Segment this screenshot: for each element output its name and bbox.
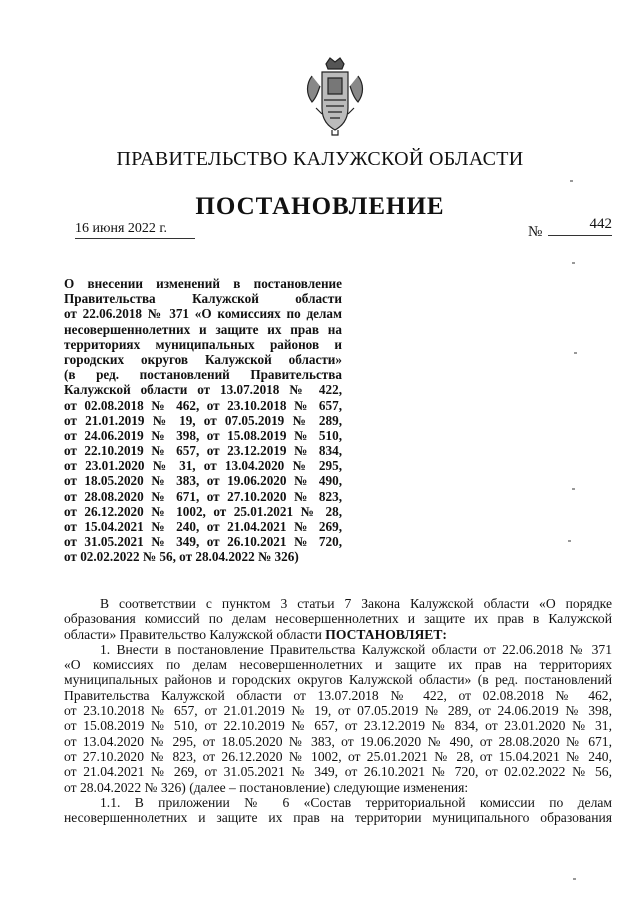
- coat-of-arms-icon: [302, 54, 368, 136]
- body-line: 1.1. В приложении № 6 «Состав территориальной комиссии по делам: [100, 794, 612, 810]
- title-line: от 22.10.2019 № 657, от 23.12.2019 № 834,: [64, 443, 342, 459]
- document-number: 442: [548, 216, 612, 236]
- body-text-run: области» Правительство Калужской области: [64, 626, 326, 642]
- title-line: от 26.12.2020 № 1002, от 25.01.2021 № 28,: [64, 503, 342, 519]
- title-line: от 18.05.2020 № 383, от 19.06.2020 № 490,: [64, 473, 342, 489]
- body-line: В соответствии с пунктом 3 статьи 7 Закона Калужской области «О порядке: [100, 596, 612, 611]
- body-line: 1. Внести в постановление Правительства Калужской области от 22.06.2018 № 371: [100, 641, 612, 657]
- title-line: от 02.08.2018 № 462, от 23.10.2018 № 657,: [64, 397, 342, 413]
- title-line: Калужской области от 13.07.2018 № 422,: [64, 382, 342, 398]
- title-line: от 21.01.2019 № 19, от 07.05.2019 № 289,: [64, 412, 342, 428]
- title-line: (в ред. постановлений Правительства: [64, 367, 342, 383]
- title-line: от 22.06.2018 № 371 «О комиссиях по делам: [64, 306, 342, 322]
- title-line: от 23.01.2020 № 31, от 13.04.2020 № 295,: [64, 458, 342, 474]
- body-line: несовершеннолетних и защите их прав на территории муниципального образования: [64, 810, 612, 826]
- title-line: от 31.05.2021 № 349, от 26.10.2021 № 720,: [64, 534, 342, 550]
- title-line: городских округов Калужской области»: [64, 351, 342, 367]
- scan-speck: [572, 488, 575, 490]
- title-line: несовершеннолетних и защите их прав на: [64, 321, 342, 337]
- title-line: О внесении изменений в постановление: [64, 276, 342, 291]
- body-line: от 15.08.2019 № 510, от 22.10.2019 № 657, от 23.12.2019 № 834, от 23.01.2020 № 31,: [64, 718, 612, 734]
- scan-speck: [573, 878, 576, 880]
- scan-speck: [574, 352, 577, 354]
- scan-speck: [572, 262, 575, 264]
- title-line: Правительства Калужской области: [64, 291, 342, 307]
- title-line: от 15.04.2021 № 240, от 21.04.2021 № 269,: [64, 519, 342, 534]
- resolution-body: [64, 596, 612, 825]
- title-line: от 28.08.2020 № 671, от 27.10.2020 № 823,: [64, 488, 342, 504]
- number-sign: №: [528, 224, 543, 240]
- title-line: от 24.06.2019 № 398, от 15.08.2019 № 510,: [64, 427, 342, 443]
- document-type: ПОСТАНОВЛЕНИЕ: [195, 193, 445, 220]
- body-line: образования комиссий по делам несовершеннолетних и защите их прав в Калужской: [64, 611, 612, 627]
- resolution-title: [64, 276, 342, 565]
- body-line: [64, 627, 612, 642]
- body-line: от 13.04.2020 № 295, от 18.05.2020 № 383, от 19.06.2020 № 490, от 28.08.2020 № 671,: [64, 733, 612, 749]
- decree-keyword: ПОСТАНОВЛЯЕТ:: [325, 626, 447, 642]
- body-line: «О комиссиях по делам несовершеннолетних и защите их прав на территориях: [64, 657, 612, 673]
- title-line: территориях муниципальных районов и: [64, 336, 342, 352]
- body-line: муниципальных районов и городских округов Калужской области» (в ред. постановлений: [64, 672, 612, 688]
- title-line: от 02.02.2022 № 56, от 28.04.2022 № 326): [64, 549, 299, 565]
- document-date: 16 июня 2022 г.: [75, 221, 195, 239]
- scan-speck: [570, 180, 573, 182]
- body-line: от 28.04.2022 № 326) (далее – постановление) следующие изменения:: [64, 779, 469, 795]
- body-line: от 23.10.2018 № 657, от 21.01.2019 № 19, от 07.05.2019 № 289, от 24.06.2019 № 398,: [64, 703, 612, 719]
- body-line: от 21.04.2021 № 269, от 31.05.2021 № 349, от 26.10.2021 № 720, от 02.02.2022 № 56,: [64, 764, 612, 780]
- body-line: Правительства Калужской области от 13.07.2018 № 422, от 02.08.2018 № 462,: [64, 687, 612, 703]
- government-name: ПРАВИТЕЛЬСТВО КАЛУЖСКОЙ ОБЛАСТИ: [116, 148, 524, 170]
- body-line: от 27.10.2020 № 823, от 26.12.2020 № 1002, от 25.01.2021 № 28, от 15.04.2021 № 240,: [64, 748, 612, 764]
- scan-speck: [568, 540, 571, 542]
